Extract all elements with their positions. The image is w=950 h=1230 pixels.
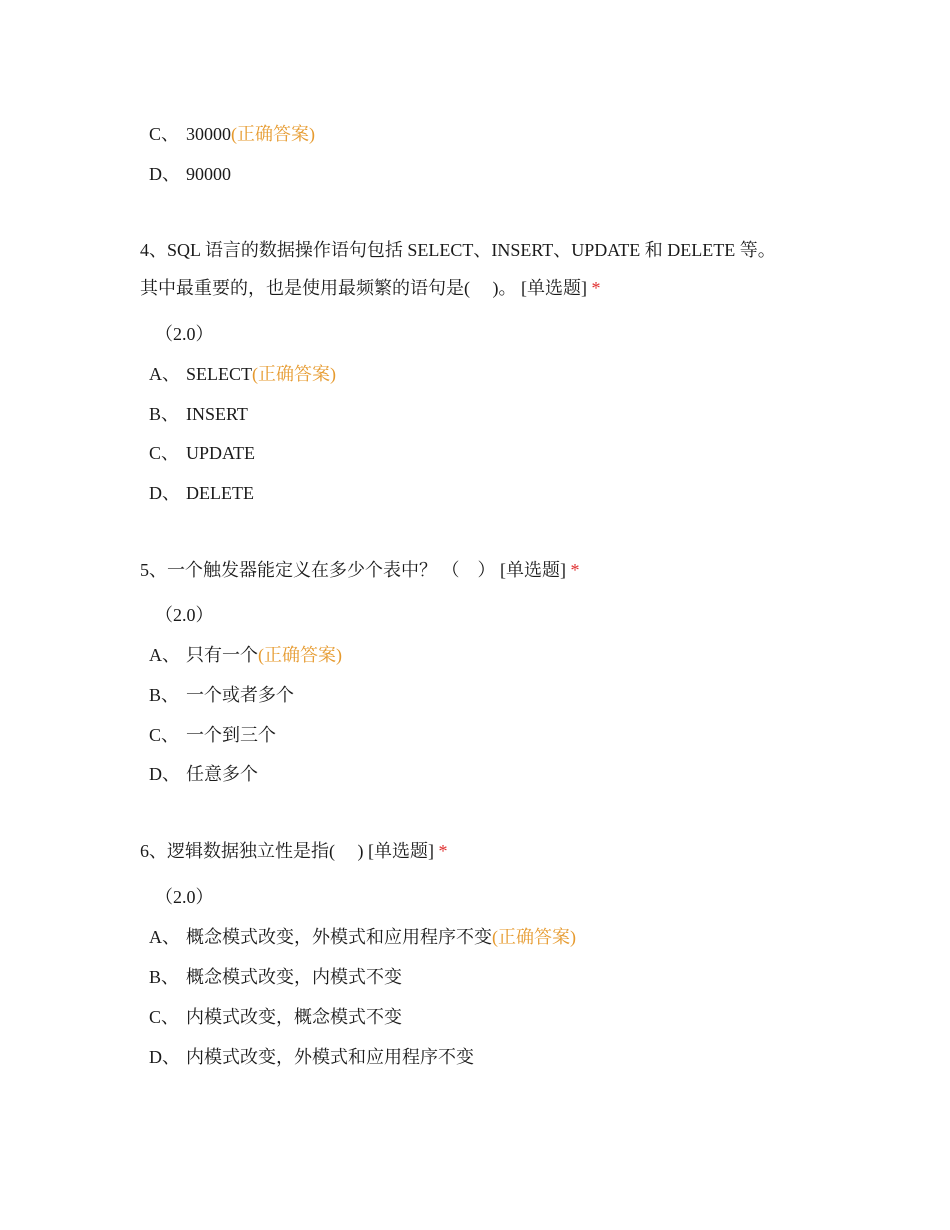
q6-title-text: 6、逻辑数据独立性是指( ) [单选题] — [140, 841, 434, 861]
q5-title — [140, 558, 580, 582]
option-letter: D、 — [149, 483, 180, 503]
option-letter: B、 — [149, 967, 180, 987]
option-text: 内模式改变，概念模式不变 — [186, 1007, 402, 1027]
q6-title — [140, 839, 447, 863]
option-letter: A、 — [149, 927, 180, 947]
option-letter: C、 — [149, 725, 180, 745]
option-text: DELETE — [186, 483, 254, 503]
q3-option-c — [149, 122, 315, 146]
correct-answer-marker: (正确答案) — [492, 927, 576, 947]
q4-option-a — [149, 362, 336, 386]
q4-title-line2 — [140, 276, 600, 300]
option-text: 概念模式改变，外模式和应用程序不变 — [186, 927, 492, 947]
option-letter: D、 — [149, 764, 180, 784]
q6-score: （2.0） — [155, 887, 214, 907]
option-text: 内模式改变，外模式和应用程序不变 — [186, 1047, 474, 1067]
option-text: 只有一个 — [186, 645, 258, 665]
option-letter: C、 — [149, 443, 180, 463]
required-star: * — [591, 278, 601, 298]
correct-answer-marker: (正确答案) — [231, 124, 315, 144]
option-text: UPDATE — [186, 443, 256, 463]
option-text: 一个或者多个 — [186, 685, 294, 705]
option-text: INSERT — [186, 404, 248, 424]
q4-title-text: 其中最重要的，也是使用最频繁的语句是( )。 [单选题] — [140, 278, 587, 298]
option-letter: C、 — [149, 1007, 180, 1027]
option-letter: D、 — [149, 164, 180, 184]
option-letter: B、 — [149, 404, 180, 424]
option-letter: B、 — [149, 685, 180, 705]
q5-option-a — [149, 643, 342, 667]
correct-answer-marker: (正确答案) — [258, 645, 342, 665]
q4-option-b — [149, 402, 248, 426]
required-star: * — [570, 560, 580, 580]
option-text: 90000 — [186, 164, 231, 184]
q5-score: （2.0） — [155, 605, 214, 625]
q5-option-b — [149, 683, 294, 707]
q4-option-c — [149, 441, 255, 465]
q6-option-a — [149, 925, 576, 949]
option-text: 30000 — [186, 124, 231, 144]
option-text: 任意多个 — [186, 764, 258, 784]
option-letter: A、 — [149, 645, 180, 665]
q5-option-d — [149, 762, 258, 786]
correct-answer-marker: (正确答案) — [252, 364, 336, 384]
option-text: 一个到三个 — [186, 725, 276, 745]
q4-title-line1: 4、SQL 语言的数据操作语句包括 SELECT、INSERT、UPDATE 和 DELETE 等。 — [140, 240, 776, 260]
option-letter: D、 — [149, 1047, 180, 1067]
q6-option-b — [149, 965, 402, 989]
q6-option-d — [149, 1045, 474, 1069]
required-star: * — [438, 841, 448, 861]
option-text: SELECT — [186, 364, 252, 384]
option-text: 概念模式改变，内模式不变 — [186, 967, 402, 987]
option-letter: C、 — [149, 124, 180, 144]
q4-option-d — [149, 481, 254, 505]
option-letter: A、 — [149, 364, 180, 384]
q5-option-c — [149, 723, 276, 747]
q4-score: （2.0） — [155, 324, 214, 344]
q6-option-c — [149, 1005, 402, 1029]
q3-option-d — [149, 162, 231, 186]
q5-title-text: 5、一个触发器能定义在多少个表中？ （ ） [单选题] — [140, 560, 566, 580]
